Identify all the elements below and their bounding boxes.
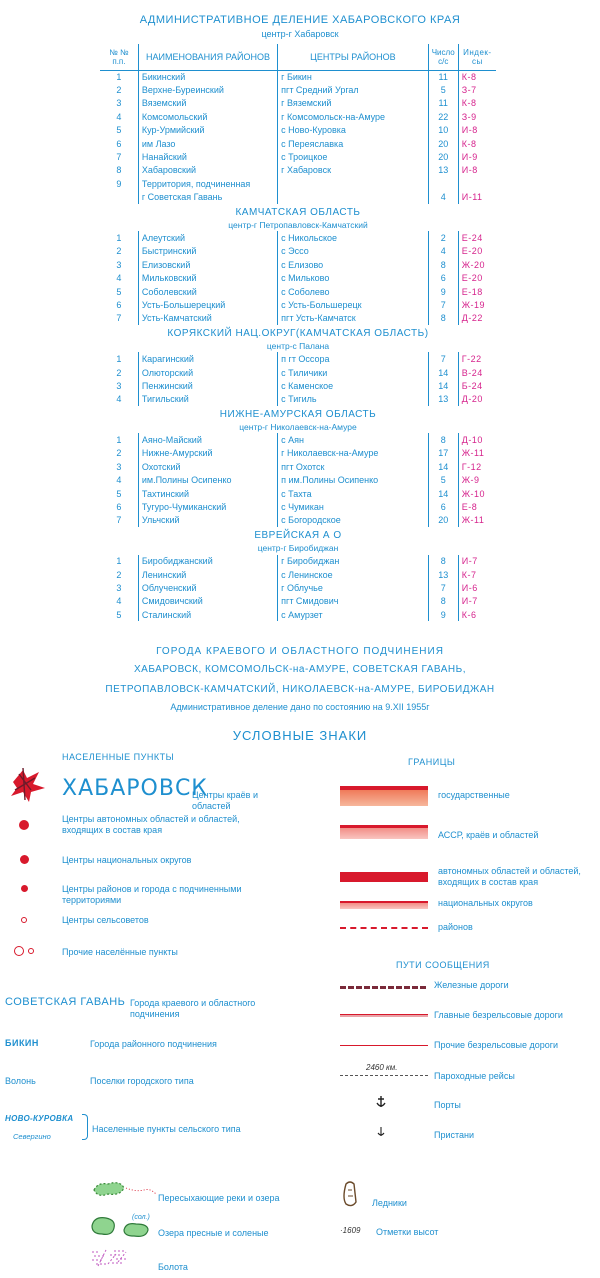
town-desc-4: Населенные пункты сельского типа [92,1124,241,1134]
row-number: 1 [116,435,122,446]
settlements-title: НАСЕЛЕННЫЕ ПУНКТЫ [62,752,175,762]
height-mark-label: ·1609 [340,1226,361,1235]
district-name: Кур-Урмийский [138,124,277,137]
town-example-1: СОВЕТСКАЯ ГАВАНЬ [5,996,126,1008]
selsovet-count: 7 [428,581,458,594]
district-name: Алеутский [138,231,277,244]
table-row [100,150,496,163]
selsovet-count: 7 [428,352,458,365]
district-name: Ульчский [138,514,277,527]
map-index: И-7 [458,595,496,608]
selsovet-count: 2 [428,231,458,244]
capital-example: ХАБАРОВСК [62,776,208,801]
selsovet-count: 14 [428,379,458,392]
autonomous-center-dot-icon [19,820,29,830]
table-row [100,460,496,473]
table-row [100,595,496,608]
selsovet-count: 7 [428,298,458,311]
district-name: Бикинский [138,70,277,83]
map-index: Е-18 [458,285,496,298]
table-row [100,500,496,513]
table-row [100,447,496,460]
district-name: Соболевский [138,285,277,298]
railway-desc: Железные дороги [434,980,509,990]
row-number: 3 [116,380,122,391]
district-center: с Богородское [278,514,429,527]
map-index: Ж-19 [458,298,496,311]
map-index: И-8 [458,164,496,177]
row-number: 7 [116,515,122,526]
district-name: Нижне-Амурский [138,447,277,460]
district-center: с Чумикан [278,500,429,513]
town-example-2: БИКИН [5,1038,39,1048]
map-index: Е-20 [458,245,496,258]
table-row [100,191,496,204]
selsovet-count: 13 [428,568,458,581]
row-number: 9 [116,178,122,189]
map-index: З-7 [458,83,496,96]
map-index: К-6 [458,608,496,621]
main-road-swatch [340,1014,428,1017]
district-center: пгт Средний Ургал [278,83,429,96]
district-name: Облученский [138,581,277,594]
selsovet-count: 20 [428,150,458,163]
row-number [100,191,138,204]
table-row [100,352,496,365]
district-name: Биробиджанский [138,555,277,568]
map-index: Ж-10 [458,487,496,500]
district-center: г Облучье [278,581,429,594]
district-name: Тугуро-Чумиканский [138,500,277,513]
other-road-swatch [340,1045,428,1046]
header-count: Число с/с [428,44,458,70]
selsovet-count: 22 [428,110,458,123]
row-number: 4 [116,475,122,486]
railway-swatch [340,986,428,989]
row-number: 6 [116,502,122,513]
table-row [100,608,496,621]
cities-line-2: ПЕТРОПАВЛОВСК-КАМЧАТСКИЙ, НИКОЛАЕВСК-на-АМУРЕ, БИРОБИДЖАН [105,684,495,695]
map-index: Д-20 [458,393,496,406]
other-settlement-desc: Прочие населённые пункты [62,947,178,957]
selsovet-count: 5 [428,83,458,96]
district-name: Олюторский [138,366,277,379]
row-number: 3 [116,461,122,472]
district-center: г Николаевск-на-Амуре [278,447,429,460]
district-name: Сталинский [138,608,277,621]
state-border-desc: государственные [438,790,510,800]
district-center: пгт Охотск [278,460,429,473]
district-name: Хабаровский [138,164,277,177]
district-name: Комсомольский [138,110,277,123]
row-number: 2 [116,448,122,459]
region-title-row [100,406,496,420]
table-row [100,245,496,258]
table-row [100,393,496,406]
table-row [100,110,496,123]
region-subtitle-row [100,339,496,352]
map-index: В-24 [458,366,496,379]
district-center: с Тигиль [278,393,429,406]
autonomous-center-desc: Центры автономных областей и областей, входящих в состав края [62,814,240,835]
row-number: 2 [116,367,122,378]
table-header-row [100,44,496,70]
national-border-desc: национальных округов [438,898,533,908]
row-number: 2 [116,85,122,96]
district-name: Аяно-Майский [138,433,277,446]
heights-desc: Отметки высот [376,1227,439,1237]
legend-title: УСЛОВНЫЕ ЗНАКИ [232,728,368,743]
selsovet-count: 14 [428,460,458,473]
table-row [100,366,496,379]
selsovet-count: 8 [428,595,458,608]
district-center: п гт Оссора [278,352,429,365]
autonomous-border-swatch [340,872,428,882]
selsovet-count: 20 [428,514,458,527]
region-title: НИЖНЕ-АМУРСКАЯ ОБЛАСТЬ [219,408,377,420]
row-number: 1 [116,556,122,567]
table-row [100,581,496,594]
admin-division-table [100,44,496,621]
row-number: 7 [116,313,122,324]
map-index: И-8 [458,124,496,137]
table-row [100,474,496,487]
district-center: с Елизово [278,258,429,271]
district-center: г Хабаровск [278,164,429,177]
district-name: Ленинский [138,568,277,581]
region-title: ЕВРЕЙСКАЯ А О [254,530,342,542]
table-row [100,177,496,190]
map-index: Б-24 [458,379,496,392]
other-settlement-circle-icon [14,946,24,956]
assr-border-swatch [340,825,428,839]
district-center-dot-icon [21,885,28,892]
map-index: Е-24 [458,231,496,244]
row-number: 5 [116,286,122,297]
town-desc-3: Поселки городского типа [90,1076,194,1086]
region-title-row [100,527,496,541]
region-subtitle-row [100,420,496,433]
row-number: 4 [116,394,122,405]
selsovet-count: 11 [428,70,458,83]
row-number: 4 [116,596,122,607]
salt-lake-label: (сол.) [132,1214,150,1221]
national-center-desc: Центры национальных округов [62,855,192,865]
table-row [100,137,496,150]
map-index: К-8 [458,137,496,150]
page-title: АДМИНИСТРАТИВНОЕ ДЕЛЕНИЕ ХАБАРОВСКОГО КРАЯ [139,14,461,26]
row-number: 5 [116,125,122,136]
district-name: им Лазо [138,137,277,150]
port-anchor-icon [375,1095,387,1109]
town-desc-1: Города краевого и областного подчинения [130,998,256,1019]
dry-lake-icon [90,1180,158,1200]
row-number: 4 [116,111,122,122]
table-row [100,555,496,568]
page-subtitle: центр-г Хабаровск [261,29,339,39]
map-index: Ж-9 [458,474,496,487]
row-number: 3 [116,259,122,270]
map-index: К-8 [458,97,496,110]
header-name: НАИМЕНОВАНИЯ РАЙОНОВ [138,44,277,70]
other-settlement-small-circle-icon [28,948,34,954]
district-center: с Эссо [278,245,429,258]
row-number: 3 [116,582,122,593]
table-row [100,124,496,137]
map-index: Ж-20 [458,258,496,271]
district-name: Карагинский [138,352,277,365]
row-number: 1 [116,232,122,243]
row-number: 2 [116,246,122,257]
table-row [100,514,496,527]
table-row [100,231,496,244]
district-center: с Усть-Большерецк [278,298,429,311]
town-example-3: Волонь [5,1076,36,1086]
map-index: Д-22 [458,312,496,325]
glacier-icon [340,1180,360,1210]
region-center: центр-г Петропавловск-Камчатский [228,219,368,230]
borders-title: ГРАНИЦЫ [408,757,456,767]
district-name: Тигильский [138,393,277,406]
region-title: КАМЧАТСКАЯ ОБЛАСТЬ [235,206,361,218]
map-index: И-6 [458,581,496,594]
row-number: 6 [116,138,122,149]
ship-route-desc: Пароходные рейсы [434,1071,515,1081]
district-center: г Комсомольск-на-Амуре [278,110,429,123]
map-index: З-9 [458,110,496,123]
district-center: с Ленинское [278,568,429,581]
table-row [100,97,496,110]
selsovet-count: 5 [428,474,458,487]
selsovet-circle-icon [21,917,27,923]
region-title-row [100,325,496,339]
selsovet-count: 8 [428,433,458,446]
district-center: г Бикин [278,70,429,83]
district-center: с Аян [278,433,429,446]
row-number: 5 [116,488,122,499]
district-name: Нанайский [138,150,277,163]
district-center: с Никольское [278,231,429,244]
header-index: Индек- сы [458,44,496,70]
selsovet-count: 10 [428,124,458,137]
district-center: с Амурзет [278,608,429,621]
district-center: с Тахта [278,487,429,500]
map-index: Е-8 [458,500,496,513]
selsovet-count: 6 [428,271,458,284]
district-name: Усть-Большерецкий [138,298,277,311]
map-index: Ж-11 [458,447,496,460]
swamp-icon [88,1248,148,1268]
district-name: Быстринский [138,245,277,258]
routes-title: ПУТИ СООБЩЕНИЯ [396,960,490,970]
district-name: им.Полины Осипенко [138,474,277,487]
region-title-row [100,204,496,218]
region-title: КОРЯКСКИЙ НАЦ.ОКРУГ(КАМЧАТСКАЯ ОБЛАСТЬ) [167,328,429,340]
table-row [100,487,496,500]
glaciers-desc: Ледники [372,1198,407,1208]
port-desc: Порты [434,1100,461,1110]
selsovet-count: 14 [428,366,458,379]
pier-desc: Пристани [434,1130,475,1140]
town-bracket [82,1114,88,1140]
district-center: пгт Усть-Камчатск [278,312,429,325]
district-name: Тахтинский [138,487,277,500]
header-center: ЦЕНТРЫ РАЙОНОВ [278,44,429,70]
district-name: Пенжинский [138,379,277,392]
row-number: 2 [116,569,122,580]
table-row [100,258,496,271]
selsovet-desc: Центры сельсоветов [62,915,149,925]
pier-anchor-icon [376,1126,386,1138]
district-center: с Ново-Куровка [278,124,429,137]
main-road-desc: Главные безрельсовые дороги [434,1010,563,1020]
selsovet-count: 8 [428,258,458,271]
district-name: Смидовичский [138,595,277,608]
table-row [100,70,496,83]
region-subtitle-row [100,541,496,554]
selsovet-count: 4 [428,245,458,258]
map-index: И-11 [458,191,496,204]
region-center: центр-г Биробиджан [257,542,339,553]
district-center-desc: Центры районов и города с подчиненными территориями [62,884,242,905]
district-center: с Тиличики [278,366,429,379]
selsovet-count: 8 [428,312,458,325]
table-row [100,312,496,325]
map-index: Г-12 [458,460,496,473]
district-center: пгт Смидович [278,595,429,608]
row-number: 1 [116,71,122,82]
table-row [100,298,496,311]
district-center: г Биробиджан [278,555,429,568]
district-name: Охотский [138,460,277,473]
map-index: И-9 [458,150,496,163]
other-road-desc: Прочие безрельсовые дороги [434,1040,559,1050]
table-row [100,271,496,284]
map-index: К-8 [458,70,496,83]
district-name: Вяземский [138,97,277,110]
capital-star-icon [5,764,49,804]
district-center: г Вяземский [278,97,429,110]
district-center: с Соболево [278,285,429,298]
selsovet-count: 4 [428,191,458,204]
row-number: 1 [116,354,122,365]
town-example-4b: Севергино [13,1132,51,1141]
district-border-desc: районов [438,922,473,932]
district-center [278,191,429,204]
row-number: 8 [116,165,122,176]
cities-title: ГОРОДА КРАЕВОГО И ОБЛАСТНОГО ПОДЧИНЕНИЯ [156,646,444,657]
district-center: с Мильково [278,271,429,284]
selsovet-count: 8 [428,555,458,568]
district-center: с Каменское [278,379,429,392]
region-center: центр-г Николаевск-на-Амуре [239,421,357,432]
map-index: И-7 [458,555,496,568]
district-name: Верхне-Буреинский [138,83,277,96]
district-center: с Троицкое [278,150,429,163]
table-row [100,285,496,298]
table-row [100,379,496,392]
selsovet-count: 6 [428,500,458,513]
cities-line-1: ХАБАРОВСК, КОМСОМОЛЬСК-на-АМУРЕ, СОВЕТСКАЯ ГАВАНЬ, [134,664,466,675]
region-center: центр-с Палана [266,340,330,351]
row-number: 5 [116,609,122,620]
national-center-dot-icon [20,855,29,864]
district-border-swatch [340,927,428,929]
assr-border-desc: АССР, краёв и областей [438,830,539,840]
district-name: Мильковский [138,271,277,284]
division-date-note: Административное деление дано по состоянию на 9.XII 1955г [170,702,430,712]
map-index: Д-10 [458,433,496,446]
map-index: Е-20 [458,271,496,284]
map-index: Г-22 [458,352,496,365]
map-index: К-7 [458,568,496,581]
row-number: 3 [116,98,122,109]
selsovet-count: 11 [428,97,458,110]
district-center: с Переяславка [278,137,429,150]
map-index [458,177,496,190]
selsovet-count: 9 [428,285,458,298]
district-name: Усть-Камчатский [138,312,277,325]
selsovet-count: 9 [428,608,458,621]
ship-distance-label: 2460 км. [366,1063,398,1072]
table-row [100,433,496,446]
district-name: Елизовский [138,258,277,271]
district-center: п им.Полины Осипенко [278,474,429,487]
row-number: 4 [116,273,122,284]
district-name: Территория, подчиненная [138,177,277,190]
selsovet-count [428,177,458,190]
state-border-swatch [340,786,428,806]
selsovet-count: 14 [428,487,458,500]
autonomous-border-desc: автономных областей и областей, входящих в состав края [438,866,581,887]
map-index: Ж-11 [458,514,496,527]
selsovet-count: 17 [428,447,458,460]
table-row [100,164,496,177]
header-num: № № п.п. [100,44,138,70]
selsovet-count: 13 [428,164,458,177]
national-border-swatch [340,901,428,909]
table-row [100,83,496,96]
row-number: 7 [116,152,122,163]
town-desc-2: Города районного подчинения [90,1039,217,1049]
dry-rivers-desc: Пересыхающие реки и озера [158,1193,280,1203]
region-subtitle-row [100,218,496,231]
town-example-4a: НОВО-КУРОВКА [5,1114,74,1123]
capital-desc: Центры краёв и областей [192,790,258,811]
table-row [100,568,496,581]
row-number: 6 [116,299,122,310]
swamps-desc: Болота [158,1262,188,1272]
selsovet-count: 13 [428,393,458,406]
ship-route-swatch [340,1075,428,1076]
district-name: г Советская Гавань [138,191,277,204]
lakes-desc: Озера пресные и соленые [158,1228,269,1238]
district-center [278,177,429,190]
selsovet-count: 20 [428,137,458,150]
